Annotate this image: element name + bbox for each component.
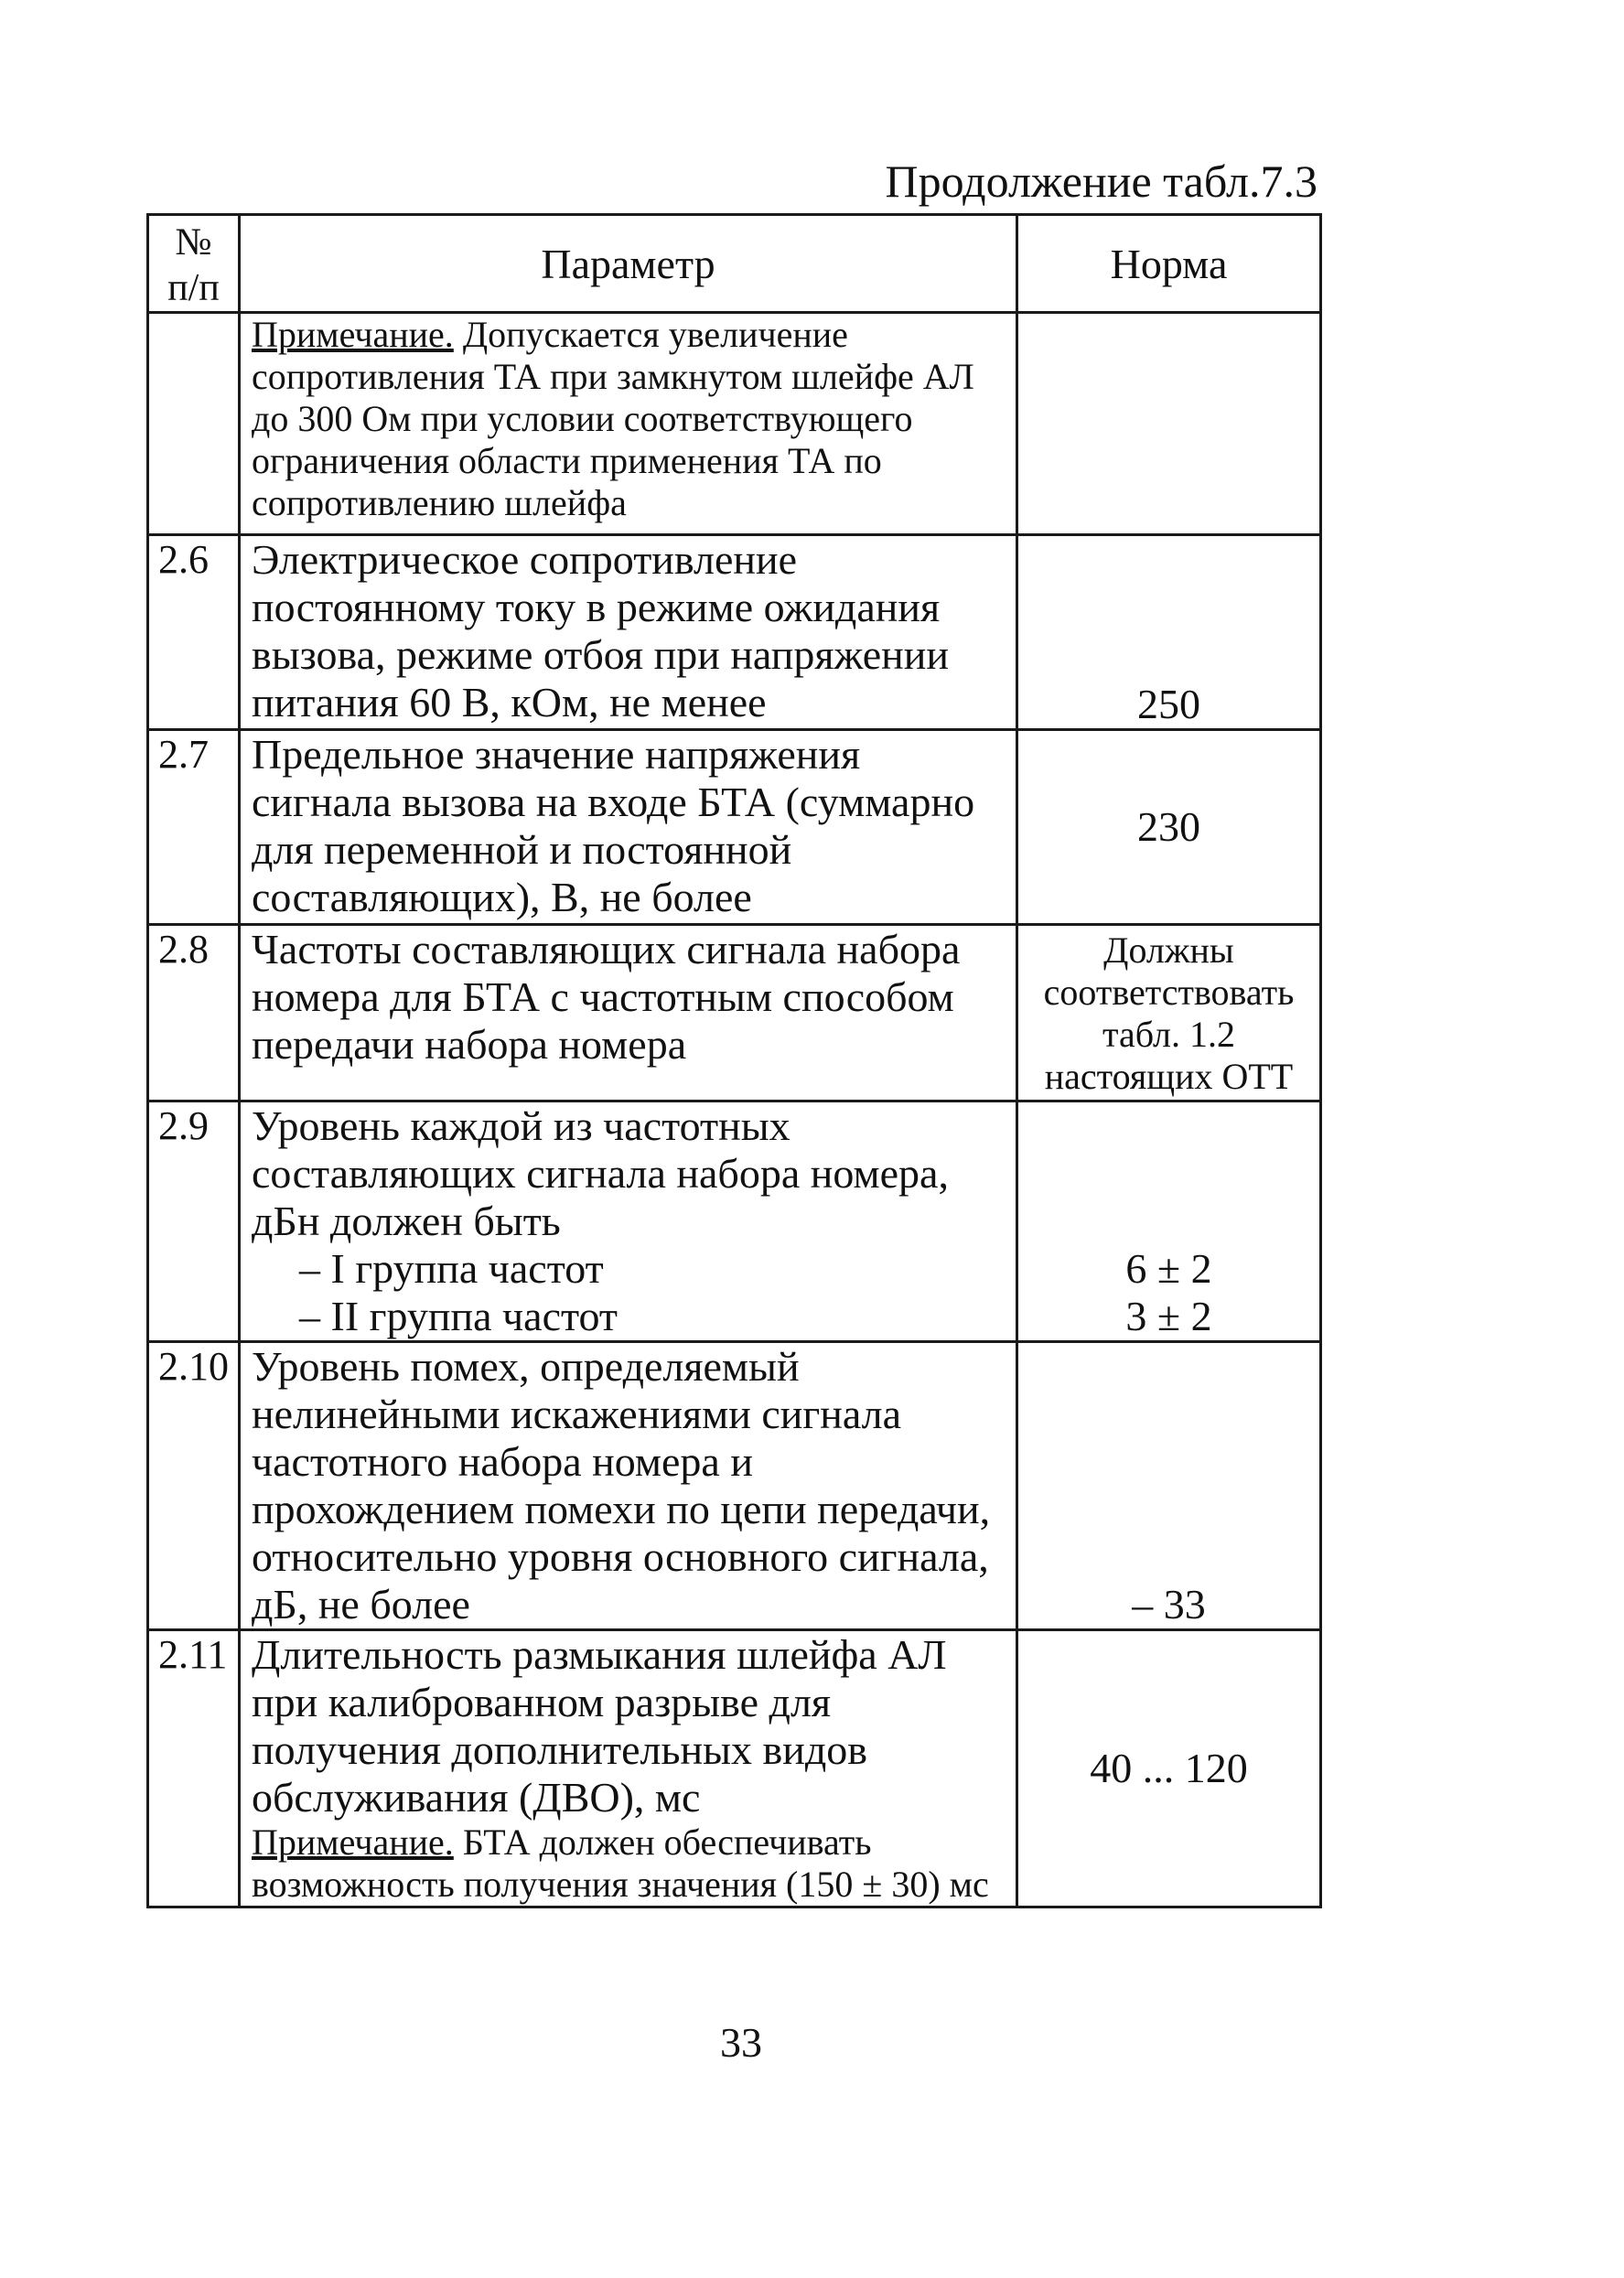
row-param <box>240 1630 1017 1907</box>
note-text: Допускается увеличение сопротивления ТА при замкнутом шлейфе АЛ до 300 Ом при условии соответствующего ограничения области применения ТА по сопротивлению шлейфа <box>252 314 974 523</box>
header-num-label: № п/п <box>167 221 220 309</box>
row-norm: 250 <box>1017 535 1321 730</box>
row-param <box>240 313 1017 535</box>
note-text: БТА должен обеспечивать возможность получения значения (150 ± 30) мс <box>252 1821 989 1905</box>
row-note <box>252 1821 1010 1906</box>
row-num <box>148 313 240 535</box>
row-param: Уровень помех, определяемый нелинейными искажениями сигнала частотного набора номера и прохождением помехи по цепи передачи, относительно уровня основного сигнала, дБ, не более <box>240 1342 1017 1630</box>
row-param-text: Уровень каждой из частотных составляющих сигнала набора номера, дБн должен быть <box>252 1102 949 1244</box>
table-row <box>148 1101 1321 1342</box>
row-norm: 230 <box>1017 730 1321 925</box>
table-row <box>148 925 1321 1101</box>
row-norm: – 33 <box>1017 1342 1321 1630</box>
note-label: Примечание. <box>252 1821 454 1863</box>
row-num: 2.11 <box>148 1630 240 1907</box>
row-num: 2.8 <box>148 925 240 1101</box>
row-norm: 40 ... 120 <box>1017 1630 1321 1907</box>
row-param: Предельное значение напряжения сигнала вызова на входе БТА (суммарно для переменной и постоянной составляющих), В, не более <box>240 730 1017 925</box>
row-num: 2.6 <box>148 535 240 730</box>
table-row <box>148 535 1321 730</box>
row-norm <box>1017 313 1321 535</box>
table-row <box>148 1630 1321 1907</box>
norm-value: 3 ± 2 <box>1125 1293 1212 1339</box>
table-row <box>148 730 1321 925</box>
table-row <box>148 1342 1321 1630</box>
row-param <box>240 1101 1017 1342</box>
row-num: 2.9 <box>148 1101 240 1342</box>
row-norm: Должны соответствовать табл. 1.2 настоящих ОТТ <box>1017 925 1321 1101</box>
spec-table <box>146 213 1322 1908</box>
table-caption: Продолжение табл.7.3 <box>885 156 1317 207</box>
row-param: Электрическое сопротивление постоянному току в режиме ожидания вызова, режиме отбоя при напряжении питания 60 В, кОм, не менее <box>240 535 1017 730</box>
header-norm: Норма <box>1017 215 1321 313</box>
row-num: 2.7 <box>148 730 240 925</box>
page-number: 33 <box>720 2019 762 2066</box>
sub-item: – I группа частот <box>299 1245 604 1292</box>
header-num <box>148 215 240 313</box>
row-num: 2.10 <box>148 1342 240 1630</box>
table-header-row <box>148 215 1321 313</box>
note-label: Примечание. <box>252 314 454 355</box>
header-param: Параметр <box>240 215 1017 313</box>
sub-item: – II группа частот <box>299 1293 618 1339</box>
row-norm <box>1017 1101 1321 1342</box>
table-row <box>148 313 1321 535</box>
row-param-text: Длительность размыкания шлейфа АЛ при калиброванном разрыве для получения дополнительных видов обслуживания (ДВО), мс <box>252 1631 947 1821</box>
row-param: Частоты составляющих сигнала набора номера для БТА с частотным способом передачи набора номера <box>240 925 1017 1101</box>
norm-value: 6 ± 2 <box>1125 1245 1212 1292</box>
